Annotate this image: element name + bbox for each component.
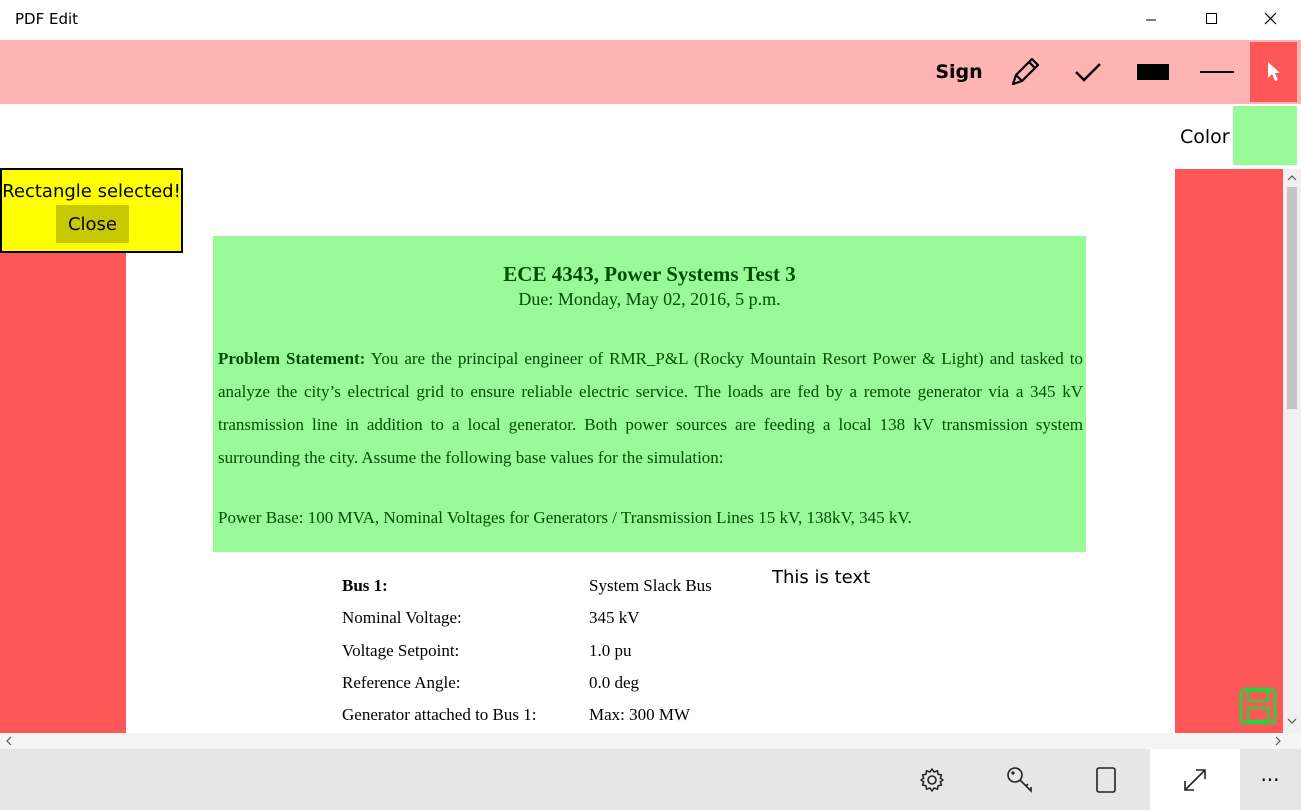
key-icon	[1005, 765, 1035, 795]
more-button[interactable]: ···	[1260, 767, 1280, 792]
bus-value: 345 kV	[589, 608, 640, 627]
document-due-date: Due: Monday, May 02, 2016, 5 p.m.	[518, 289, 781, 309]
scroll-down-icon[interactable]	[1283, 714, 1301, 728]
highlight-annotation[interactable]	[213, 236, 1086, 552]
line-icon	[1199, 67, 1235, 77]
settings-button[interactable]	[902, 749, 962, 810]
problem-statement	[218, 342, 1083, 474]
vertical-scroll-thumb[interactable]	[1287, 187, 1297, 409]
base-values: Power Base: 100 MVA, Nominal Voltages for Generators / Transmission Lines 15 kV, 138kV, 345 kV.	[218, 508, 912, 527]
bus-label: Reference Angle:	[342, 673, 461, 692]
color-swatch[interactable]	[1233, 106, 1297, 165]
color-label: Color	[1180, 126, 1230, 148]
problem-text: You are the principal engineer of RMR_P&L (Rocky Mountain Resort Power & Light) and tasked to analyze the city’s electrical grid to ensure reliable electric service. The loads are fed by a remote generator via a 345 kV transmission line in addition to a local generator. Both power sources are feeding a local 138 kV transmission system surrounding the city. Assume the following base values for the simulation:	[218, 349, 1083, 467]
pointer-icon	[1266, 61, 1282, 83]
annotation-toolbar	[0, 40, 1301, 104]
page-icon	[1094, 765, 1118, 795]
bottom-app-bar	[0, 749, 1301, 810]
horizontal-scrollbar[interactable]	[0, 733, 1301, 749]
scroll-up-icon[interactable]	[1283, 171, 1301, 185]
toast-message: Rectangle selected!	[2, 181, 181, 202]
problem-label: Problem Statement:	[218, 349, 366, 368]
bus-value: 1.0 pu	[589, 641, 632, 660]
save-button[interactable]	[1239, 687, 1277, 725]
rectangle-annotation-right[interactable]	[1175, 169, 1283, 733]
page-button[interactable]	[1076, 749, 1136, 810]
rectangle-button[interactable]	[1130, 40, 1176, 104]
pencil-icon	[1007, 54, 1043, 90]
rectangle-annotation-left[interactable]	[0, 250, 126, 733]
minimize-icon	[1121, 0, 1181, 40]
selection-toast	[0, 168, 183, 253]
document-title: ECE 4343, Power Systems Test 3	[503, 262, 796, 286]
maximize-button[interactable]	[1181, 0, 1241, 40]
bus-label: Bus 1:	[342, 576, 388, 595]
check-icon	[1072, 56, 1104, 88]
line-button[interactable]	[1194, 40, 1240, 104]
toast-close-button[interactable]: Close	[56, 205, 129, 243]
bus-label: Nominal Voltage:	[342, 608, 462, 627]
pencil-button[interactable]	[1002, 40, 1048, 104]
app-title: PDF Edit	[15, 10, 79, 28]
vertical-scrollbar[interactable]	[1283, 169, 1301, 733]
bus-value: System Slack Bus	[589, 576, 712, 595]
bus-value: Max: 300 MW	[589, 705, 691, 724]
title-bar	[0, 0, 1301, 40]
minimize-button[interactable]	[1121, 0, 1181, 40]
text-annotation[interactable]: This is text	[772, 567, 871, 588]
expand-button[interactable]	[1150, 749, 1240, 810]
maximize-icon	[1181, 0, 1241, 40]
bus-value: 0.0 deg	[589, 673, 640, 692]
scroll-left-icon[interactable]	[2, 733, 16, 749]
expand-icon	[1181, 766, 1209, 794]
pointer-button[interactable]	[1250, 42, 1297, 102]
settings-icon	[918, 766, 946, 794]
bus-label: Voltage Setpoint:	[342, 641, 460, 660]
key-button[interactable]	[990, 749, 1050, 810]
scroll-right-icon[interactable]	[1271, 733, 1285, 749]
bus-label: Generator attached to Bus 1:	[342, 705, 537, 724]
save-icon	[1239, 687, 1277, 725]
rectangle-icon	[1136, 61, 1170, 83]
close-icon	[1241, 0, 1301, 40]
close-window-button[interactable]	[1241, 0, 1301, 40]
sign-button[interactable]: Sign	[935, 61, 983, 83]
check-button[interactable]	[1066, 40, 1110, 104]
